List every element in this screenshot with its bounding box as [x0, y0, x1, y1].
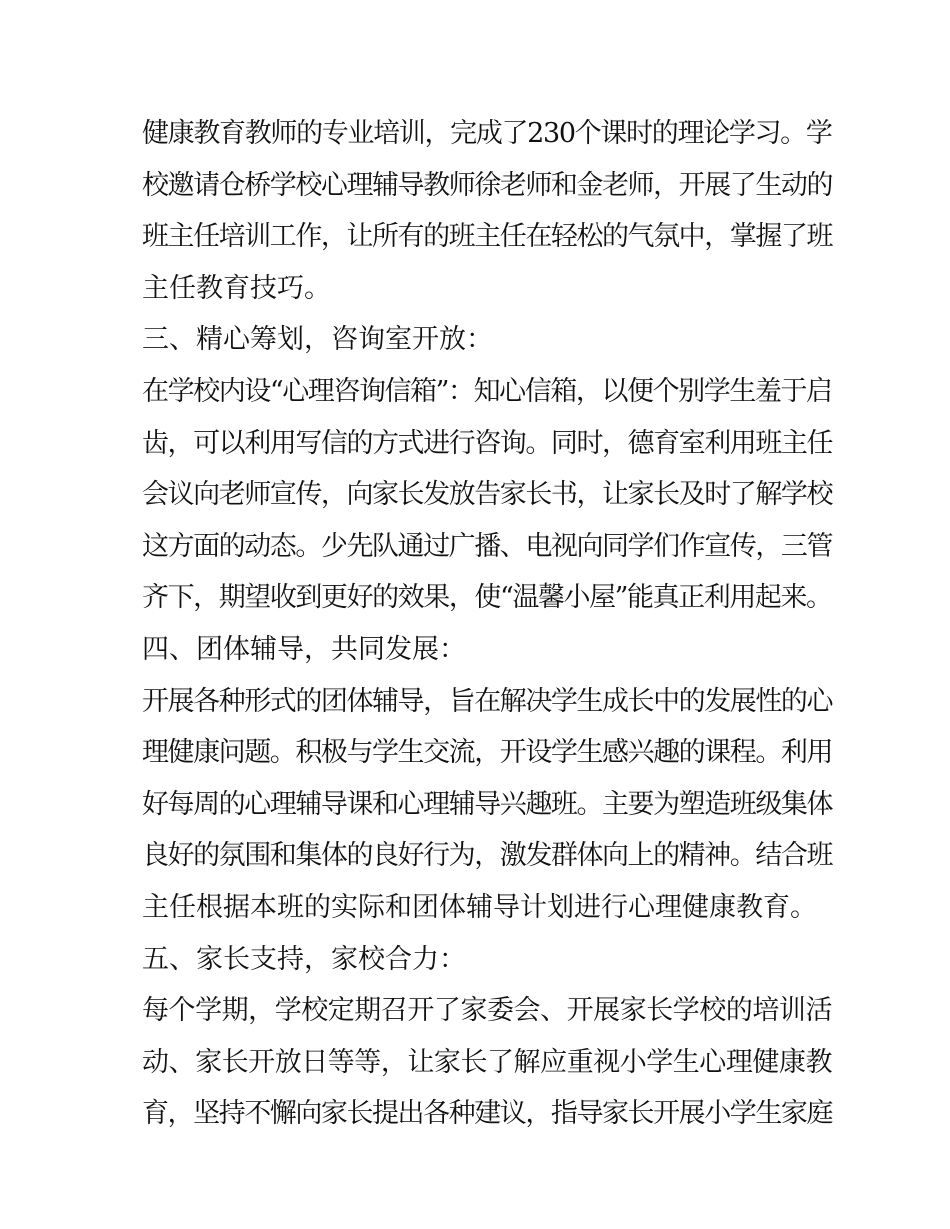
- section-heading-5: 五、家长支持，家校合力：: [142, 943, 466, 975]
- text-line: 校邀请仓桥学校心理辅导教师徐老师和金老师，开展了生动的: [142, 169, 832, 201]
- text-line: 齐下，期望收到更好的效果，使“温馨小屋”能真正利用起来。: [142, 582, 832, 614]
- text-line: 开展各种形式的团体辅导，旨在解决学生成长中的发展性的心: [142, 685, 832, 717]
- text-line: 好每周的心理辅导课和心理辅导兴趣班。主要为塑造班级集体: [142, 788, 832, 820]
- text-line: 动、家长开放日等等，让家长了解应重视小学生心理健康教: [142, 1046, 832, 1078]
- section-heading-4: 四、团体辅导，共同发展：: [142, 633, 466, 665]
- document-body: [142, 108, 832, 1140]
- text-line: 理健康问题。积极与学生交流，开设学生感兴趣的课程。利用: [142, 737, 832, 769]
- text-line: 齿，可以利用写信的方式进行咨询。同时，德育室利用班主任: [142, 427, 832, 459]
- text-line: 良好的氛围和集体的良好行为，激发群体向上的精神。结合班: [142, 840, 832, 872]
- section-heading-3: 三、精心筹划，咨询室开放：: [142, 324, 493, 356]
- text-line: 主任根据本班的实际和团体辅导计划进行心理健康教育。: [142, 891, 817, 923]
- text-line: 育，坚持不懈向家长提出各种建议，指导家长开展小学生家庭: [142, 1098, 832, 1130]
- text-line: 主任教育技巧。: [142, 272, 331, 304]
- text-line: 班主任培训工作，让所有的班主任在轻松的气氛中，掌握了班: [142, 221, 832, 253]
- text-line: 每个学期，学校定期召开了家委会、开展家长学校的培训活: [142, 995, 832, 1027]
- text-line: 在学校内设“心理咨询信箱”：知心信箱，以便个别学生羞于启: [142, 375, 832, 407]
- text-line: 这方面的动态。少先队通过广播、电视向同学们作宣传，三管: [142, 530, 832, 562]
- text-line: 健康教育教师的专业培训，完成了230个课时的理论学习。学: [142, 118, 832, 149]
- text-line: 会议向老师宣传，向家长发放告家长书，让家长及时了解学校: [142, 479, 832, 511]
